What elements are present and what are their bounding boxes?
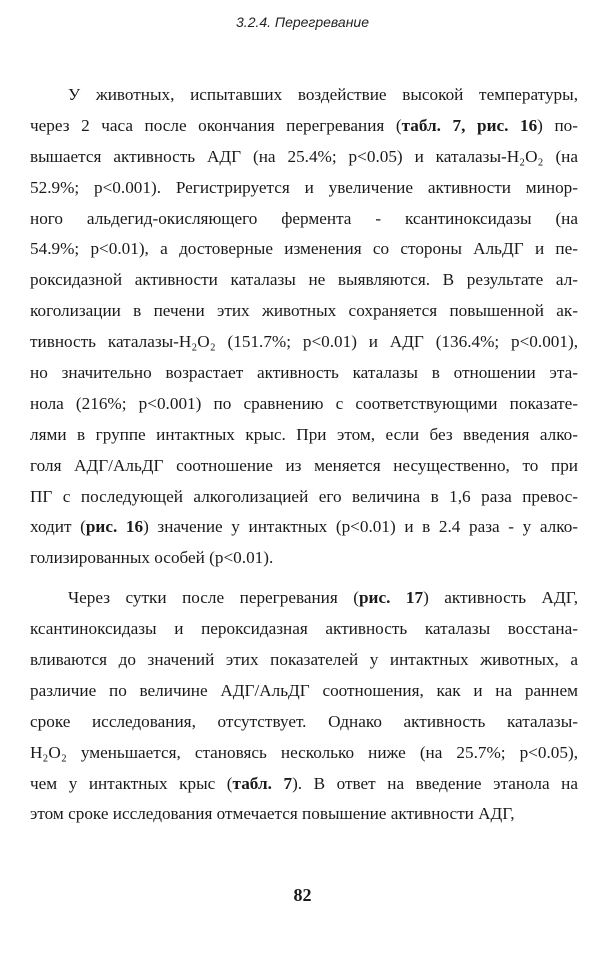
text-line [30,451,578,482]
reference-link-text: табл. 7, рис. 16 [401,115,538,135]
text-line [30,327,578,358]
section-header: 3.2.4. Перегревание [236,14,369,30]
text-run: У животных, испытавших воздействие высокой температуры, [68,85,578,104]
text-line [30,142,578,173]
text-line [30,173,578,204]
text-line [30,676,578,707]
text-run: ходит ( [30,517,86,537]
text-line [30,799,578,830]
text-run: ) активность АДГ, [423,588,578,608]
text-run: тивность каталазы-H₂O₂ (151.7%; p<0.01) и АДГ (136.4%; p<0.001), [30,332,578,352]
text-line [30,482,578,513]
text-run: вливаются до значений этих показателей у интактных животных, а [30,650,578,670]
text-run: H₂O₂ уменьшается, становясь несколько ниже (на 25.7%; p<0.05), [30,742,578,762]
text-run: голизированных особей (p<0.01). [30,548,274,568]
reference-link-text: рис. 17 [358,588,424,608]
text-line [30,296,578,327]
text-line [30,111,578,142]
paragraph [30,80,578,574]
text-run: ксантиноксидазы и пероксидазная активность каталазы восстана- [30,619,578,639]
text-line [30,80,578,111]
text-line [30,707,578,738]
text-line [30,389,578,420]
text-run: различие по величине АДГ/АльДГ соотношения, как и на раннем [30,680,578,700]
reference-link-text: рис. 16 [85,517,144,537]
text-run: сроке исследования, отсутствует. Однако активность каталазы- [30,711,578,731]
text-run: но значительно возрастает активность каталазы в отношении эта- [30,363,578,383]
text-line [30,204,578,235]
text-line [30,543,578,574]
text-run: голя АДГ/АльДГ соотношение из меняется несущественно, то при [30,455,578,475]
text-run: ПГ с последующей алкоголизацией его величина в 1,6 раза превос- [30,486,578,506]
text-run: 54.9%; p<0.01), а достоверные изменения со стороны АльДГ и пе- [30,239,578,259]
text-run: вышается активность АДГ (на 25.4%; p<0.05) и каталазы-H₂O₂ (на [30,146,578,166]
text-line [30,234,578,265]
text-run: коголизации в печени этих животных сохраняется повышенной ак- [30,301,578,321]
text-line [30,645,578,676]
text-line [30,738,578,769]
text-line [30,420,578,451]
text-line [30,583,578,614]
text-run: ) значение у интактных (p<0.01) и в 2.4 раза - у алко- [143,517,579,537]
text-run: ) по- [537,115,578,135]
text-line [30,769,578,800]
text-run: ного альдегид-окисляющего фермента - ксантиноксидазы (на [30,208,578,228]
text-line [30,614,578,645]
paragraph [30,583,578,830]
text-run: роксидазной активности каталазы не выявляются. В результате ал- [30,270,578,290]
text-run: через 2 часа после окончания перегревания ( [30,115,402,135]
text-run: этом сроке исследования отмечается повышение активности АДГ, [30,804,515,824]
text-run: лями в группе интактных крыс. При этом, если без введения алко- [30,424,578,444]
text-run: ). В ответ на введение этанола на [292,773,579,793]
text-run: чем у интактных крыс ( [30,773,233,793]
text-line [30,265,578,296]
text-line [30,512,578,543]
page-number: 82 [293,885,312,905]
text-run: 52.9%; p<0.001). Регистрируется и увеличение активности минор- [30,177,578,197]
text-run: Через сутки после перегревания ( [68,588,359,608]
body-text [30,80,578,830]
text-line [30,358,578,389]
text-run: нола (216%; p<0.001) по сравнению с соответствующими показате- [30,393,578,413]
reference-link-text: табл. 7 [232,773,293,793]
